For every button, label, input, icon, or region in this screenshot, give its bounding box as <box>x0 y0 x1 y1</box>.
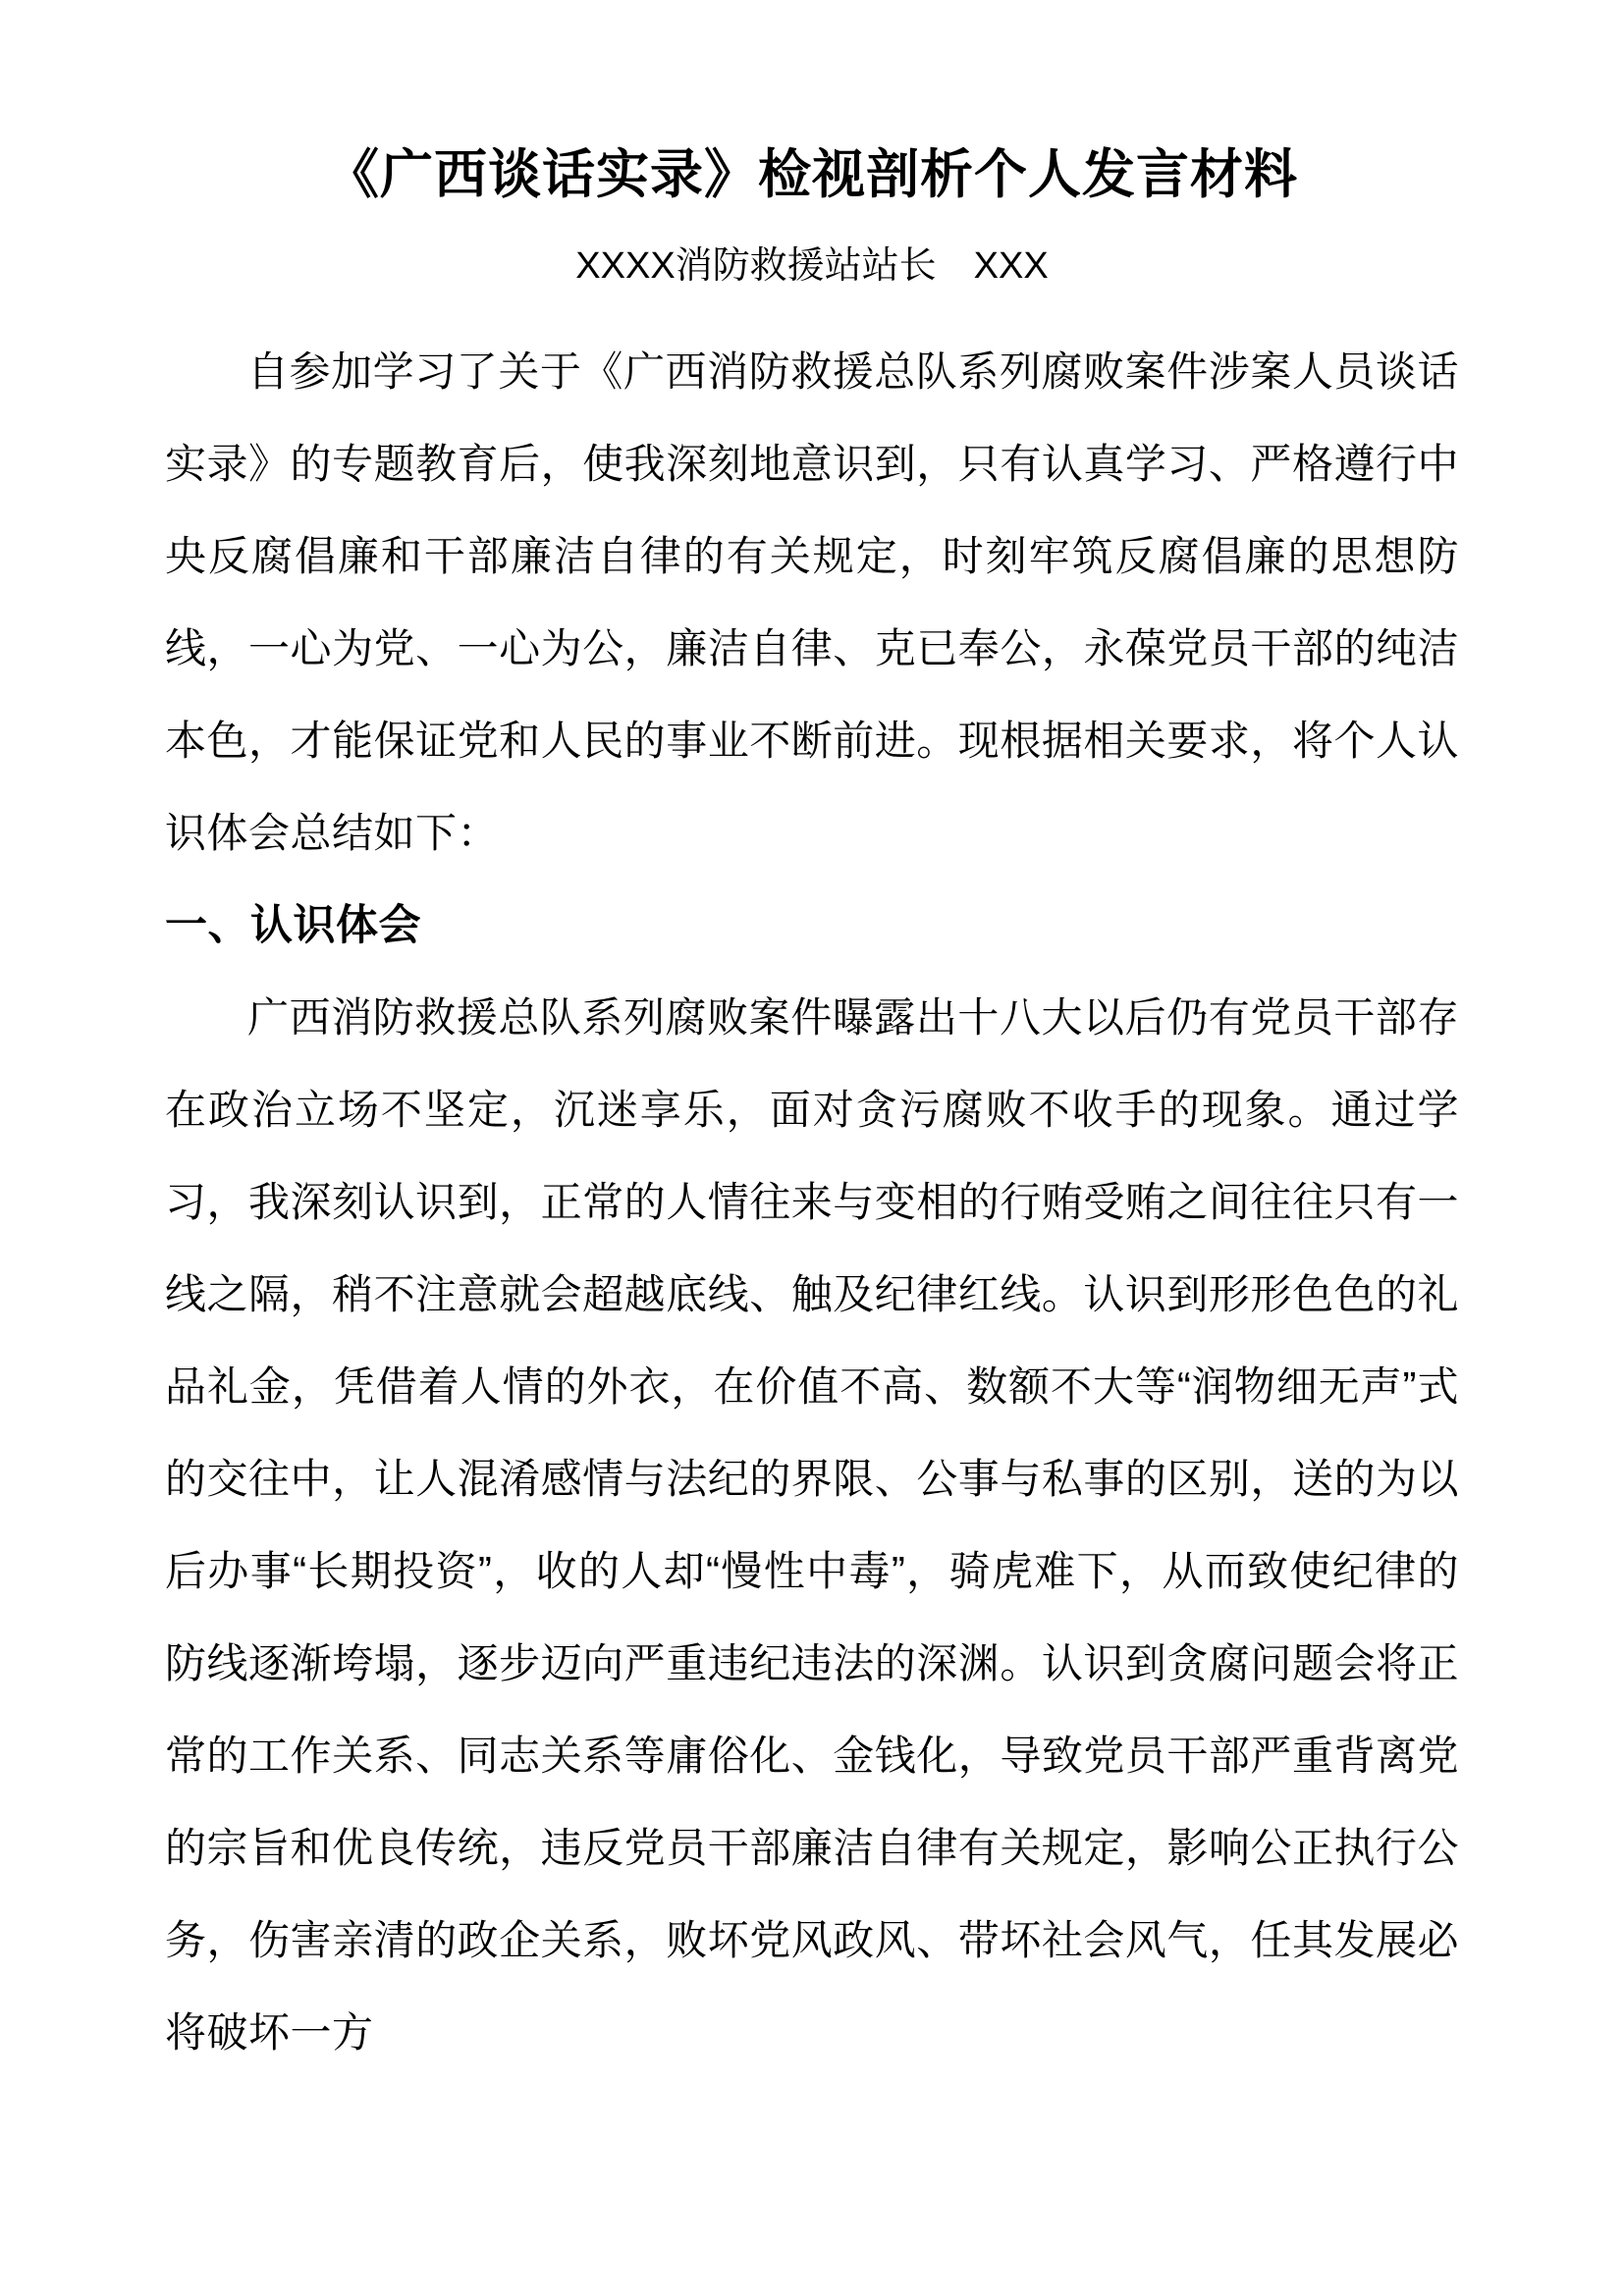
paragraph-section-1: 广西消防救援总队系列腐败案件曝露出十八大以后仍有党员干部存在政治立场不坚定，沉迷享乐，面对贪污腐败不收手的现象。通过学习，我深刻认识到，正常的人情往来与变相的行贿受贿之间往往只有一线之隔，稍不注意就会超越底线、触及纪律红线。认识到形形色色的礼品礼金，凭借着人情的外衣，在价值不高、数额不大等“润物细无声”式的交往中，让人混淆感情与法纪的界限、公事与私事的区别，送的为以后办事“长期投资”，收的人却“慢性中毒”，骑虎难下，从而致使纪律的防线逐渐垮塌，逐步迈向严重违纪违法的深渊。认识到贪腐问题会将正常的工作关系、同志关系等庸俗化、金钱化，导致党员干部严重背离党的宗旨和优良传统，违反党员干部廉洁自律有关规定，影响公正执行公务，伤害亲清的政企关系，败坏党风政风、带坏社会风气，任其发展必将破坏一方 <box>165 994 1459 2056</box>
section-heading-1: 一、认识体会 <box>165 902 421 950</box>
paragraph-intro: 自参加学习了关于《广西消防救援总队系列腐败案件涉案人员谈话实录》的专题教育后，使我深刻地意识到，只有认真学习、严格遵行中央反腐倡廉和干部廉洁自律的有关规定，时刻牢筑反腐倡廉的思想防线，一心为党、一心为公，廉洁自律、克已奉公，永葆党员干部的纯洁本色，才能保证党和人民的事业不断前进。现根据相关要求，将个人认识体会总结如下： <box>165 348 1459 857</box>
document-author-line: XXXX消防救援站站长 XXX <box>575 244 1049 287</box>
document-title: 《广西谈话实录》检视剖析个人发言材料 <box>326 145 1298 204</box>
